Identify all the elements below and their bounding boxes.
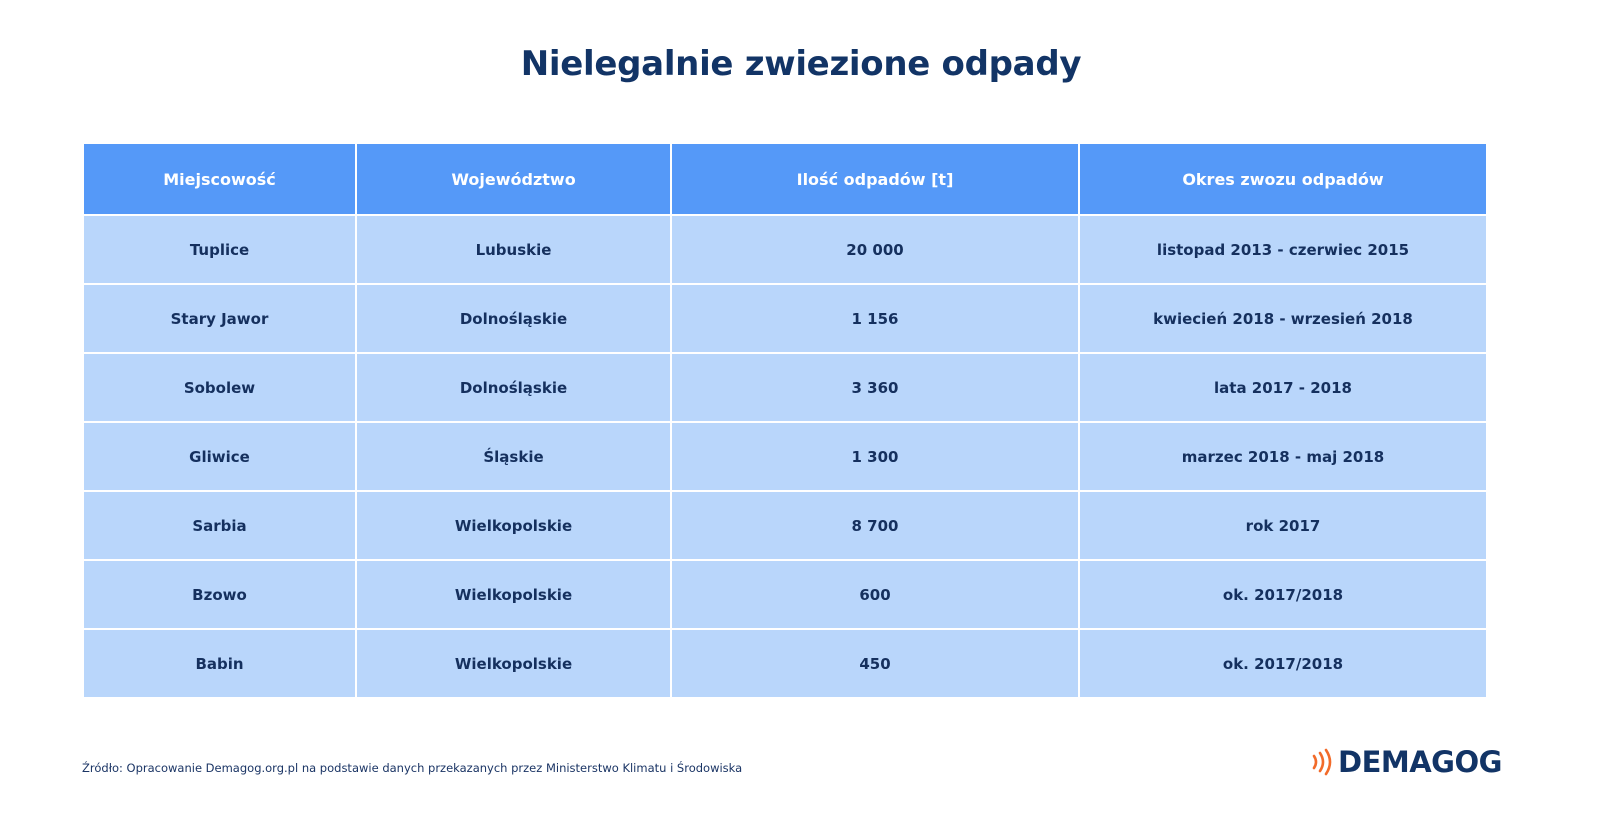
table-cell: 3 360 xyxy=(672,354,1078,421)
data-table xyxy=(84,144,1486,697)
table-cell: 450 xyxy=(672,630,1078,697)
table-cell: Sarbia xyxy=(84,492,355,559)
table-cell: listopad 2013 - czerwiec 2015 xyxy=(1080,216,1486,283)
table-cell: Sobolew xyxy=(84,354,355,421)
table-cell: Babin xyxy=(84,630,355,697)
table-cell: lata 2017 - 2018 xyxy=(1080,354,1486,421)
table-cell: Tuplice xyxy=(84,216,355,283)
table-cell: Dolnośląskie xyxy=(357,285,670,352)
table-cell: ok. 2017/2018 xyxy=(1080,561,1486,628)
table-cell: 1 300 xyxy=(672,423,1078,490)
table-cell: Stary Jawor xyxy=(84,285,355,352)
table-cell: 20 000 xyxy=(672,216,1078,283)
table-cell: 1 156 xyxy=(672,285,1078,352)
column-header: Ilość odpadów [t] xyxy=(672,144,1078,214)
table-cell: Dolnośląskie xyxy=(357,354,670,421)
page-title: Nielegalnie zwiezione odpady xyxy=(520,44,1082,84)
table-cell: Wielkopolskie xyxy=(357,561,670,628)
table-cell: Lubuskie xyxy=(357,216,670,283)
table-cell: kwiecień 2018 - wrzesień 2018 xyxy=(1080,285,1486,352)
table-cell: 8 700 xyxy=(672,492,1078,559)
table-cell: Wielkopolskie xyxy=(357,492,670,559)
column-header: Okres zwozu odpadów xyxy=(1080,144,1486,214)
table-cell: Gliwice xyxy=(84,423,355,490)
table-cell: Śląskie xyxy=(357,423,670,490)
table-cell: Bzowo xyxy=(84,561,355,628)
sound-waves-icon xyxy=(1310,747,1334,777)
column-header: Województwo xyxy=(357,144,670,214)
source-note: Źródło: Opracowanie Demagog.org.pl na podstawie danych przekazanych przez Ministerstwo Klimatu i Środowiska xyxy=(82,761,743,775)
column-header: Miejscowość xyxy=(84,144,355,214)
table-cell: marzec 2018 - maj 2018 xyxy=(1080,423,1486,490)
table-cell: ok. 2017/2018 xyxy=(1080,630,1486,697)
table-cell: rok 2017 xyxy=(1080,492,1486,559)
logo-text: DEMAGOG xyxy=(1338,745,1502,779)
table-cell: 600 xyxy=(672,561,1078,628)
table-cell: Wielkopolskie xyxy=(357,630,670,697)
demagog-logo xyxy=(1310,745,1502,779)
